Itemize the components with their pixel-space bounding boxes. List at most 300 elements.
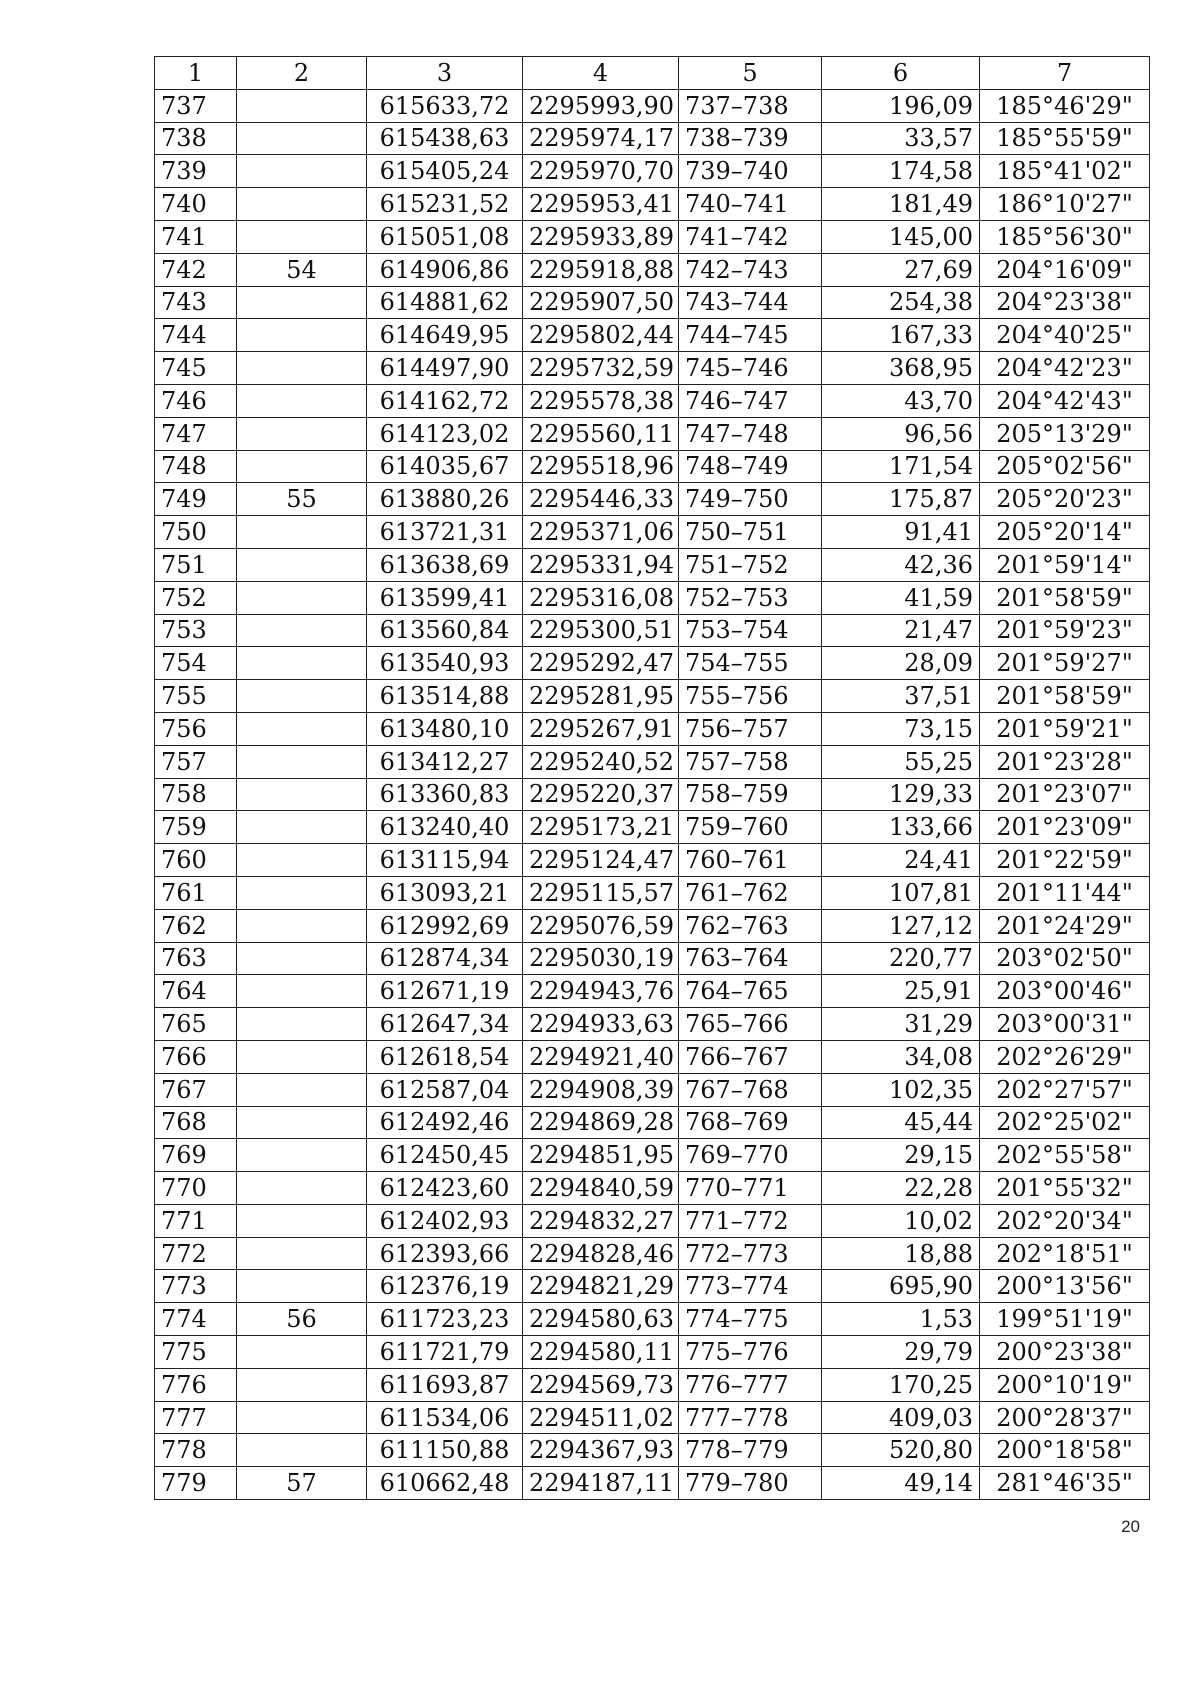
table-row [155,516,1150,549]
table-row [155,1008,1150,1041]
station-cell [237,1106,367,1139]
bearing-cell: 200°28'37" [980,1401,1150,1434]
table-row [155,844,1150,877]
bearing-cell: 201°59'21" [980,712,1150,745]
length-cell: 174,58 [822,155,980,188]
x-coordinate-cell: 615405,24 [367,155,523,188]
length-cell: 29,79 [822,1336,980,1369]
segment-cell: 771–772 [679,1204,822,1237]
x-coordinate-cell: 612423,60 [367,1172,523,1205]
y-coordinate-cell: 2295124,47 [523,844,679,877]
bearing-cell: 200°13'56" [980,1270,1150,1303]
table-row [155,417,1150,450]
bearing-cell: 185°56'30" [980,220,1150,253]
length-cell: 91,41 [822,516,980,549]
station-cell [237,712,367,745]
y-coordinate-cell: 2294832,27 [523,1204,679,1237]
length-cell: 18,88 [822,1237,980,1270]
station-cell [237,352,367,385]
bearing-cell: 201°55'32" [980,1172,1150,1205]
bearing-cell: 202°55'58" [980,1139,1150,1172]
y-coordinate-cell: 2294869,28 [523,1106,679,1139]
segment-cell: 772–773 [679,1237,822,1270]
table-row [155,1204,1150,1237]
y-coordinate-cell: 2294511,02 [523,1401,679,1434]
bearing-cell: 201°59'14" [980,548,1150,581]
table-row [155,548,1150,581]
point-number-cell: 778 [155,1434,237,1467]
table-row [155,1336,1150,1369]
x-coordinate-cell: 612393,66 [367,1237,523,1270]
y-coordinate-cell: 2294569,73 [523,1368,679,1401]
length-cell: 368,95 [822,352,980,385]
segment-cell: 758–759 [679,778,822,811]
coordinates-table [154,56,1150,1500]
length-cell: 181,49 [822,188,980,221]
point-number-cell: 769 [155,1139,237,1172]
point-number-cell: 762 [155,909,237,942]
y-coordinate-cell: 2295933,89 [523,220,679,253]
y-coordinate-cell: 2295907,50 [523,286,679,319]
x-coordinate-cell: 613480,10 [367,712,523,745]
bearing-cell: 201°58'59" [980,581,1150,614]
x-coordinate-cell: 610662,48 [367,1467,523,1500]
table-row [155,1073,1150,1106]
bearing-cell: 201°23'07" [980,778,1150,811]
length-cell: 33,57 [822,122,980,155]
bearing-cell: 203°02'50" [980,942,1150,975]
segment-cell: 768–769 [679,1106,822,1139]
segment-cell: 770–771 [679,1172,822,1205]
bearing-cell: 205°20'23" [980,483,1150,516]
x-coordinate-cell: 613540,93 [367,647,523,680]
table-row [155,1040,1150,1073]
bearing-cell: 201°23'28" [980,745,1150,778]
length-cell: 520,80 [822,1434,980,1467]
segment-cell: 740–741 [679,188,822,221]
y-coordinate-cell: 2295578,38 [523,384,679,417]
segment-cell: 756–757 [679,712,822,745]
station-cell [237,450,367,483]
x-coordinate-cell: 612450,45 [367,1139,523,1172]
y-coordinate-cell: 2294943,76 [523,975,679,1008]
segment-cell: 748–749 [679,450,822,483]
x-coordinate-cell: 614123,02 [367,417,523,450]
length-cell: 133,66 [822,811,980,844]
point-number-cell: 754 [155,647,237,680]
length-cell: 10,02 [822,1204,980,1237]
bearing-cell: 281°46'35" [980,1467,1150,1500]
length-cell: 170,25 [822,1368,980,1401]
table-row [155,975,1150,1008]
point-number-cell: 761 [155,876,237,909]
y-coordinate-cell: 2295076,59 [523,909,679,942]
x-coordinate-cell: 615231,52 [367,188,523,221]
x-coordinate-cell: 612671,19 [367,975,523,1008]
table-row [155,384,1150,417]
segment-cell: 757–758 [679,745,822,778]
length-cell: 41,59 [822,581,980,614]
length-cell: 55,25 [822,745,980,778]
segment-cell: 766–767 [679,1040,822,1073]
bearing-cell: 199°51'19" [980,1303,1150,1336]
x-coordinate-cell: 612992,69 [367,909,523,942]
y-coordinate-cell: 2294933,63 [523,1008,679,1041]
table-row [155,680,1150,713]
point-number-cell: 764 [155,975,237,1008]
bearing-cell: 201°58'59" [980,680,1150,713]
y-coordinate-cell: 2295115,57 [523,876,679,909]
station-cell [237,614,367,647]
x-coordinate-cell: 615051,08 [367,220,523,253]
station-cell [237,1237,367,1270]
station-cell [237,647,367,680]
station-cell [237,384,367,417]
segment-cell: 777–778 [679,1401,822,1434]
point-number-cell: 760 [155,844,237,877]
length-cell: 43,70 [822,384,980,417]
point-number-cell: 770 [155,1172,237,1205]
x-coordinate-cell: 614649,95 [367,319,523,352]
table-header-row [155,57,1150,90]
bearing-cell: 204°42'43" [980,384,1150,417]
table-row [155,647,1150,680]
table-row [155,909,1150,942]
point-number-cell: 737 [155,89,237,122]
segment-cell: 739–740 [679,155,822,188]
y-coordinate-cell: 2294187,11 [523,1467,679,1500]
column-header: 7 [980,57,1150,90]
station-cell [237,1434,367,1467]
station-cell [237,155,367,188]
segment-cell: 760–761 [679,844,822,877]
length-cell: 145,00 [822,220,980,253]
point-number-cell: 741 [155,220,237,253]
x-coordinate-cell: 612618,54 [367,1040,523,1073]
station-cell [237,778,367,811]
table-row [155,319,1150,352]
station-cell: 54 [237,253,367,286]
bearing-cell: 200°23'38" [980,1336,1150,1369]
length-cell: 102,35 [822,1073,980,1106]
table-row [155,581,1150,614]
x-coordinate-cell: 611723,23 [367,1303,523,1336]
bearing-cell: 204°40'25" [980,319,1150,352]
point-number-cell: 748 [155,450,237,483]
station-cell [237,1336,367,1369]
x-coordinate-cell: 614881,62 [367,286,523,319]
point-number-cell: 746 [155,384,237,417]
bearing-cell: 201°23'09" [980,811,1150,844]
station-cell [237,319,367,352]
table-row [155,450,1150,483]
bearing-cell: 202°27'57" [980,1073,1150,1106]
table-row [155,253,1150,286]
point-number-cell: 772 [155,1237,237,1270]
table-row [155,876,1150,909]
station-cell [237,188,367,221]
length-cell: 28,09 [822,647,980,680]
station-cell [237,1008,367,1041]
segment-cell: 747–748 [679,417,822,450]
point-number-cell: 777 [155,1401,237,1434]
table-row [155,483,1150,516]
x-coordinate-cell: 614906,86 [367,253,523,286]
segment-cell: 745–746 [679,352,822,385]
bearing-cell: 205°13'29" [980,417,1150,450]
point-number-cell: 776 [155,1368,237,1401]
point-number-cell: 753 [155,614,237,647]
bearing-cell: 202°20'34" [980,1204,1150,1237]
y-coordinate-cell: 2295732,59 [523,352,679,385]
x-coordinate-cell: 612587,04 [367,1073,523,1106]
bearing-cell: 204°23'38" [980,286,1150,319]
y-coordinate-cell: 2294580,63 [523,1303,679,1336]
y-coordinate-cell: 2295970,70 [523,155,679,188]
length-cell: 24,41 [822,844,980,877]
length-cell: 21,47 [822,614,980,647]
page-number: 20 [1121,1517,1140,1536]
x-coordinate-cell: 611721,79 [367,1336,523,1369]
table-row [155,942,1150,975]
column-header: 4 [523,57,679,90]
station-cell [237,811,367,844]
x-coordinate-cell: 614497,90 [367,352,523,385]
table-row [155,1368,1150,1401]
segment-cell: 755–756 [679,680,822,713]
table-row [155,1270,1150,1303]
segment-cell: 742–743 [679,253,822,286]
x-coordinate-cell: 612402,93 [367,1204,523,1237]
point-number-cell: 766 [155,1040,237,1073]
bearing-cell: 185°55'59" [980,122,1150,155]
point-number-cell: 765 [155,1008,237,1041]
length-cell: 129,33 [822,778,980,811]
point-number-cell: 752 [155,581,237,614]
x-coordinate-cell: 613412,27 [367,745,523,778]
point-number-cell: 744 [155,319,237,352]
segment-cell: 775–776 [679,1336,822,1369]
y-coordinate-cell: 2295974,17 [523,122,679,155]
point-number-cell: 739 [155,155,237,188]
segment-cell: 751–752 [679,548,822,581]
x-coordinate-cell: 613880,26 [367,483,523,516]
segment-cell: 765–766 [679,1008,822,1041]
y-coordinate-cell: 2295371,06 [523,516,679,549]
x-coordinate-cell: 615438,63 [367,122,523,155]
segment-cell: 741–742 [679,220,822,253]
x-coordinate-cell: 612492,46 [367,1106,523,1139]
station-cell [237,1040,367,1073]
length-cell: 409,03 [822,1401,980,1434]
table-row [155,122,1150,155]
x-coordinate-cell: 613115,94 [367,844,523,877]
station-cell [237,1368,367,1401]
y-coordinate-cell: 2294840,59 [523,1172,679,1205]
station-cell: 56 [237,1303,367,1336]
table-row [155,1467,1150,1500]
y-coordinate-cell: 2294367,93 [523,1434,679,1467]
length-cell: 31,29 [822,1008,980,1041]
point-number-cell: 747 [155,417,237,450]
table-row [155,89,1150,122]
length-cell: 45,44 [822,1106,980,1139]
station-cell: 57 [237,1467,367,1500]
table-row [155,1172,1150,1205]
point-number-cell: 773 [155,1270,237,1303]
x-coordinate-cell: 615633,72 [367,89,523,122]
point-number-cell: 740 [155,188,237,221]
x-coordinate-cell: 612647,34 [367,1008,523,1041]
bearing-cell: 202°26'29" [980,1040,1150,1073]
table-row [155,1401,1150,1434]
table-row [155,220,1150,253]
y-coordinate-cell: 2295993,90 [523,89,679,122]
segment-cell: 778–779 [679,1434,822,1467]
y-coordinate-cell: 2295518,96 [523,450,679,483]
y-coordinate-cell: 2295281,95 [523,680,679,713]
point-number-cell: 758 [155,778,237,811]
segment-cell: 752–753 [679,581,822,614]
station-cell [237,122,367,155]
point-number-cell: 759 [155,811,237,844]
y-coordinate-cell: 2295030,19 [523,942,679,975]
station-cell [237,909,367,942]
column-header: 1 [155,57,237,90]
segment-cell: 759–760 [679,811,822,844]
x-coordinate-cell: 611693,87 [367,1368,523,1401]
length-cell: 175,87 [822,483,980,516]
x-coordinate-cell: 613638,69 [367,548,523,581]
bearing-cell: 185°41'02" [980,155,1150,188]
length-cell: 25,91 [822,975,980,1008]
point-number-cell: 757 [155,745,237,778]
y-coordinate-cell: 2294851,95 [523,1139,679,1172]
point-number-cell: 779 [155,1467,237,1500]
table-row [155,286,1150,319]
x-coordinate-cell: 613093,21 [367,876,523,909]
segment-cell: 762–763 [679,909,822,942]
point-number-cell: 755 [155,680,237,713]
x-coordinate-cell: 612376,19 [367,1270,523,1303]
bearing-cell: 204°42'23" [980,352,1150,385]
length-cell: 127,12 [822,909,980,942]
station-cell: 55 [237,483,367,516]
length-cell: 695,90 [822,1270,980,1303]
table-row [155,712,1150,745]
station-cell [237,942,367,975]
station-cell [237,516,367,549]
length-cell: 73,15 [822,712,980,745]
length-cell: 220,77 [822,942,980,975]
bearing-cell: 205°20'14" [980,516,1150,549]
point-number-cell: 750 [155,516,237,549]
x-coordinate-cell: 613599,41 [367,581,523,614]
station-cell [237,876,367,909]
point-number-cell: 775 [155,1336,237,1369]
table-row [155,188,1150,221]
bearing-cell: 205°02'56" [980,450,1150,483]
y-coordinate-cell: 2294921,40 [523,1040,679,1073]
y-coordinate-cell: 2295292,47 [523,647,679,680]
segment-cell: 776–777 [679,1368,822,1401]
station-cell [237,680,367,713]
station-cell [237,1270,367,1303]
table-row [155,352,1150,385]
station-cell [237,975,367,1008]
x-coordinate-cell: 613721,31 [367,516,523,549]
bearing-cell: 201°24'29" [980,909,1150,942]
length-cell: 167,33 [822,319,980,352]
length-cell: 34,08 [822,1040,980,1073]
length-cell: 96,56 [822,417,980,450]
point-number-cell: 749 [155,483,237,516]
point-number-cell: 763 [155,942,237,975]
segment-cell: 743–744 [679,286,822,319]
bearing-cell: 202°25'02" [980,1106,1150,1139]
segment-cell: 737–738 [679,89,822,122]
bearing-cell: 201°11'44" [980,876,1150,909]
y-coordinate-cell: 2295560,11 [523,417,679,450]
x-coordinate-cell: 611150,88 [367,1434,523,1467]
y-coordinate-cell: 2295953,41 [523,188,679,221]
y-coordinate-cell: 2295446,33 [523,483,679,516]
x-coordinate-cell: 614162,72 [367,384,523,417]
segment-cell: 769–770 [679,1139,822,1172]
length-cell: 37,51 [822,680,980,713]
y-coordinate-cell: 2294908,39 [523,1073,679,1106]
length-cell: 27,69 [822,253,980,286]
length-cell: 49,14 [822,1467,980,1500]
length-cell: 42,36 [822,548,980,581]
station-cell [237,844,367,877]
segment-cell: 773–774 [679,1270,822,1303]
x-coordinate-cell: 613560,84 [367,614,523,647]
column-header: 6 [822,57,980,90]
table-row [155,778,1150,811]
bearing-cell: 203°00'31" [980,1008,1150,1041]
segment-cell: 761–762 [679,876,822,909]
station-cell [237,1172,367,1205]
station-cell [237,286,367,319]
column-header: 3 [367,57,523,90]
segment-cell: 738–739 [679,122,822,155]
x-coordinate-cell: 614035,67 [367,450,523,483]
y-coordinate-cell: 2294580,11 [523,1336,679,1369]
x-coordinate-cell: 612874,34 [367,942,523,975]
point-number-cell: 738 [155,122,237,155]
point-number-cell: 767 [155,1073,237,1106]
segment-cell: 754–755 [679,647,822,680]
length-cell: 1,53 [822,1303,980,1336]
table-row [155,1303,1150,1336]
bearing-cell: 201°59'27" [980,647,1150,680]
length-cell: 22,28 [822,1172,980,1205]
point-number-cell: 742 [155,253,237,286]
bearing-cell: 201°22'59" [980,844,1150,877]
station-cell [237,417,367,450]
station-cell [237,548,367,581]
bearing-cell: 200°10'19" [980,1368,1150,1401]
x-coordinate-cell: 613360,83 [367,778,523,811]
length-cell: 29,15 [822,1139,980,1172]
x-coordinate-cell: 613240,40 [367,811,523,844]
bearing-cell: 202°18'51" [980,1237,1150,1270]
point-number-cell: 756 [155,712,237,745]
y-coordinate-cell: 2294828,46 [523,1237,679,1270]
table-row [155,811,1150,844]
y-coordinate-cell: 2295240,52 [523,745,679,778]
